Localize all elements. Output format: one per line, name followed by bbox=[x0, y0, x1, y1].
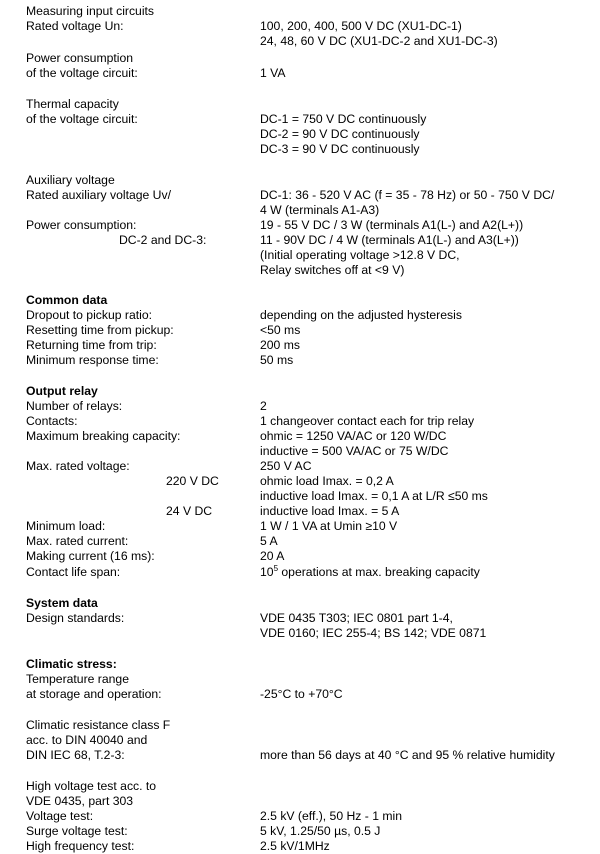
aux-power-value-1: 19 - 55 V DC / 3 W (terminals A1(L-) and A2(L+)) bbox=[260, 218, 524, 232]
aux-power-value-2: 11 - 90V DC / 4 W (terminals A1(L-) and A3(L+)) bbox=[260, 233, 519, 247]
contact-life-label: Contact life span: bbox=[26, 565, 121, 579]
climatic-class-label: Climatic resistance class F bbox=[26, 718, 171, 732]
making-current-row bbox=[0, 549, 600, 564]
climatic-stress-heading: Climatic stress: bbox=[26, 657, 117, 671]
min-load-value: 1 W / 1 VA at Umin ≥10 V bbox=[260, 519, 398, 533]
voltage-test-value: 2.5 kV (eff.), 50 Hz - 1 min bbox=[260, 809, 403, 823]
min-load-row bbox=[0, 519, 600, 534]
aux-power-row bbox=[0, 218, 600, 233]
resetting-row bbox=[0, 323, 600, 338]
min-response-row bbox=[0, 353, 600, 368]
rated-voltage-row-2 bbox=[0, 34, 600, 49]
resetting-label: Resetting time from pickup: bbox=[26, 323, 174, 337]
thermal-dc2: DC-2 = 90 V DC continuously bbox=[260, 127, 420, 141]
power-consumption-row-2 bbox=[0, 66, 600, 81]
rated-voltage-value-1: 100, 200, 400, 500 V DC (XU1-DC-1) bbox=[260, 19, 462, 33]
hv-test-row bbox=[0, 779, 600, 794]
hf-test-row bbox=[0, 839, 600, 854]
voltage-test-row bbox=[0, 809, 600, 824]
climatic-heading-row bbox=[0, 657, 600, 672]
power-consumption-value: 1 VA bbox=[260, 66, 286, 80]
temp-range-value: -25°C to +70°C bbox=[260, 687, 343, 701]
climatic-class-row-2 bbox=[0, 733, 600, 748]
max-rated-voltage-value: 250 V AC bbox=[260, 459, 312, 473]
dropout-value: depending on the adjusted hysteresis bbox=[260, 308, 462, 322]
design-value-1: VDE 0435 T303; IEC 0801 part 1-4, bbox=[260, 611, 453, 625]
measuring-input-heading-row bbox=[0, 4, 600, 19]
returning-label: Returning time from trip: bbox=[26, 338, 157, 352]
returning-value: 200 ms bbox=[260, 338, 300, 352]
min-load-label: Minimum load: bbox=[26, 519, 106, 533]
temp-range-label-2: at storage and operation: bbox=[26, 687, 162, 701]
v24-value: inductive load Imax. = 5 A bbox=[260, 504, 400, 518]
max-breaking-value-1: ohmic = 1250 VA/AC or 120 W/DC bbox=[260, 429, 447, 443]
common-heading-row bbox=[0, 293, 600, 308]
num-relays-value: 2 bbox=[260, 399, 267, 413]
v220-row-2 bbox=[0, 489, 600, 504]
max-breaking-row-2 bbox=[0, 444, 600, 459]
climatic-class-row bbox=[0, 718, 600, 733]
aux-power-label: Power consumption: bbox=[26, 218, 137, 232]
contacts-value: 1 changeover contact each for trip relay bbox=[260, 414, 475, 428]
common-data-heading: Common data bbox=[26, 293, 108, 307]
aux-voltage-label: Auxiliary voltage bbox=[26, 173, 115, 187]
v220-value-2: inductive load Imax. = 0,1 A at L/R ≤50 ms bbox=[260, 489, 488, 503]
voltage-test-label: Voltage test: bbox=[26, 809, 94, 823]
rated-aux-row-2 bbox=[0, 203, 600, 218]
contacts-label: Contacts: bbox=[26, 414, 78, 428]
contacts-row bbox=[0, 414, 600, 429]
aux-power-row-4 bbox=[0, 263, 600, 278]
thermal-dc3-row bbox=[0, 142, 600, 157]
v24-label: 24 V DC bbox=[166, 504, 213, 518]
num-relays-row bbox=[0, 399, 600, 414]
design-value-2: VDE 0160; IEC 255-4; BS 142; VDE 0871 bbox=[260, 626, 487, 640]
thermal-dc3: DC-3 = 90 V DC continuously bbox=[260, 142, 420, 156]
hf-test-value: 2.5 kV/1MHz bbox=[260, 839, 330, 853]
surge-test-label: Surge voltage test: bbox=[26, 824, 128, 838]
v24-row bbox=[0, 504, 600, 519]
aux-dc23-label: DC-2 and DC-3: bbox=[119, 233, 207, 247]
measuring-input-heading: Measuring input circuits bbox=[26, 4, 155, 18]
climatic-class-label-2: acc. to DIN 40040 and bbox=[26, 733, 148, 747]
contact-life-row bbox=[0, 565, 600, 580]
system-data-heading: System data bbox=[26, 596, 98, 610]
max-current-label: Max. rated current: bbox=[26, 534, 129, 548]
max-breaking-label: Maximum breaking capacity: bbox=[26, 429, 181, 443]
design-label: Design standards: bbox=[26, 611, 125, 625]
rated-aux-value-1: DC-1: 36 - 520 V AC (f = 35 - 78 Hz) or 50 - 750 V DC/ bbox=[260, 188, 555, 202]
aux-power-value-4: Relay switches off at <9 V) bbox=[260, 263, 405, 277]
hv-test-label: High voltage test acc. to bbox=[26, 779, 157, 793]
aux-power-row-3 bbox=[0, 248, 600, 263]
thermal-capacity-row bbox=[0, 97, 600, 112]
dropout-row bbox=[0, 308, 600, 323]
min-response-value: 50 ms bbox=[260, 353, 294, 367]
max-rated-voltage-row bbox=[0, 459, 600, 474]
v220-value-1: ohmic load Imax. = 0,2 A bbox=[260, 474, 394, 488]
hv-test-label-2: VDE 0435, part 303 bbox=[26, 794, 134, 808]
min-response-label: Minimum response time: bbox=[26, 353, 159, 367]
contact-life-base: 10 bbox=[260, 565, 274, 579]
climatic-class-label-3: DIN IEC 68, T.2-3: bbox=[26, 748, 125, 762]
rated-voltage-value-2: 24, 48, 60 V DC (XU1-DC-2 and XU1-DC-3) bbox=[260, 34, 498, 48]
output-heading-row bbox=[0, 384, 600, 399]
temp-range-label: Temperature range bbox=[26, 672, 129, 686]
rated-aux-row bbox=[0, 188, 600, 203]
making-current-label: Making current (16 ms): bbox=[26, 549, 155, 563]
design-row bbox=[0, 611, 600, 626]
max-breaking-value-2: inductive = 500 VA/AC or 75 W/DC bbox=[260, 444, 449, 458]
hf-test-label: High frequency test: bbox=[26, 839, 135, 853]
rated-voltage-label: Rated voltage Un: bbox=[26, 19, 124, 33]
thermal-capacity-row-2 bbox=[0, 112, 600, 127]
thermal-capacity-label-2: of the voltage circuit: bbox=[26, 112, 138, 126]
rated-voltage-row bbox=[0, 19, 600, 34]
aux-voltage-row bbox=[0, 173, 600, 188]
contact-life-value bbox=[260, 565, 480, 580]
max-current-row bbox=[0, 534, 600, 549]
rated-aux-value-2: 4 W (terminals A1-A3) bbox=[260, 203, 380, 217]
design-row-2 bbox=[0, 626, 600, 641]
v220-label: 220 V DC bbox=[166, 474, 219, 488]
dropout-label: Dropout to pickup ratio: bbox=[26, 308, 153, 322]
surge-test-value: 5 kV, 1.25/50 µs, 0.5 J bbox=[260, 824, 381, 838]
resetting-value: <50 ms bbox=[260, 323, 301, 337]
power-consumption-label: Power consumption bbox=[26, 51, 134, 65]
max-breaking-row bbox=[0, 429, 600, 444]
contact-life-exponent: 5 bbox=[273, 563, 279, 573]
num-relays-label: Number of relays: bbox=[26, 399, 123, 413]
contact-life-rest: operations at max. breaking capacity bbox=[278, 565, 480, 579]
climatic-class-value: more than 56 days at 40 °C and 95 % relative humidity bbox=[260, 748, 555, 762]
rated-aux-label: Rated auxiliary voltage Uv/ bbox=[26, 188, 171, 202]
climatic-class-row-3 bbox=[0, 748, 600, 763]
making-current-value: 20 A bbox=[260, 549, 285, 563]
returning-row bbox=[0, 338, 600, 353]
max-current-value: 5 A bbox=[260, 534, 278, 548]
output-relay-heading: Output relay bbox=[26, 384, 98, 398]
aux-dc23-row bbox=[0, 233, 600, 248]
hv-test-row-2 bbox=[0, 794, 600, 809]
max-rated-voltage-label: Max. rated voltage: bbox=[26, 459, 130, 473]
surge-test-row bbox=[0, 824, 600, 839]
temp-range-row-2 bbox=[0, 687, 600, 702]
power-consumption-row bbox=[0, 51, 600, 66]
thermal-dc2-row bbox=[0, 127, 600, 142]
temp-range-row bbox=[0, 672, 600, 687]
system-heading-row bbox=[0, 596, 600, 611]
power-consumption-label-2: of the voltage circuit: bbox=[26, 66, 138, 80]
aux-power-value-3: (Initial operating voltage >12.8 V DC, bbox=[260, 248, 460, 262]
v220-row bbox=[0, 474, 600, 489]
thermal-dc1: DC-1 = 750 V DC continuously bbox=[260, 112, 427, 126]
thermal-capacity-label: Thermal capacity bbox=[26, 97, 119, 111]
